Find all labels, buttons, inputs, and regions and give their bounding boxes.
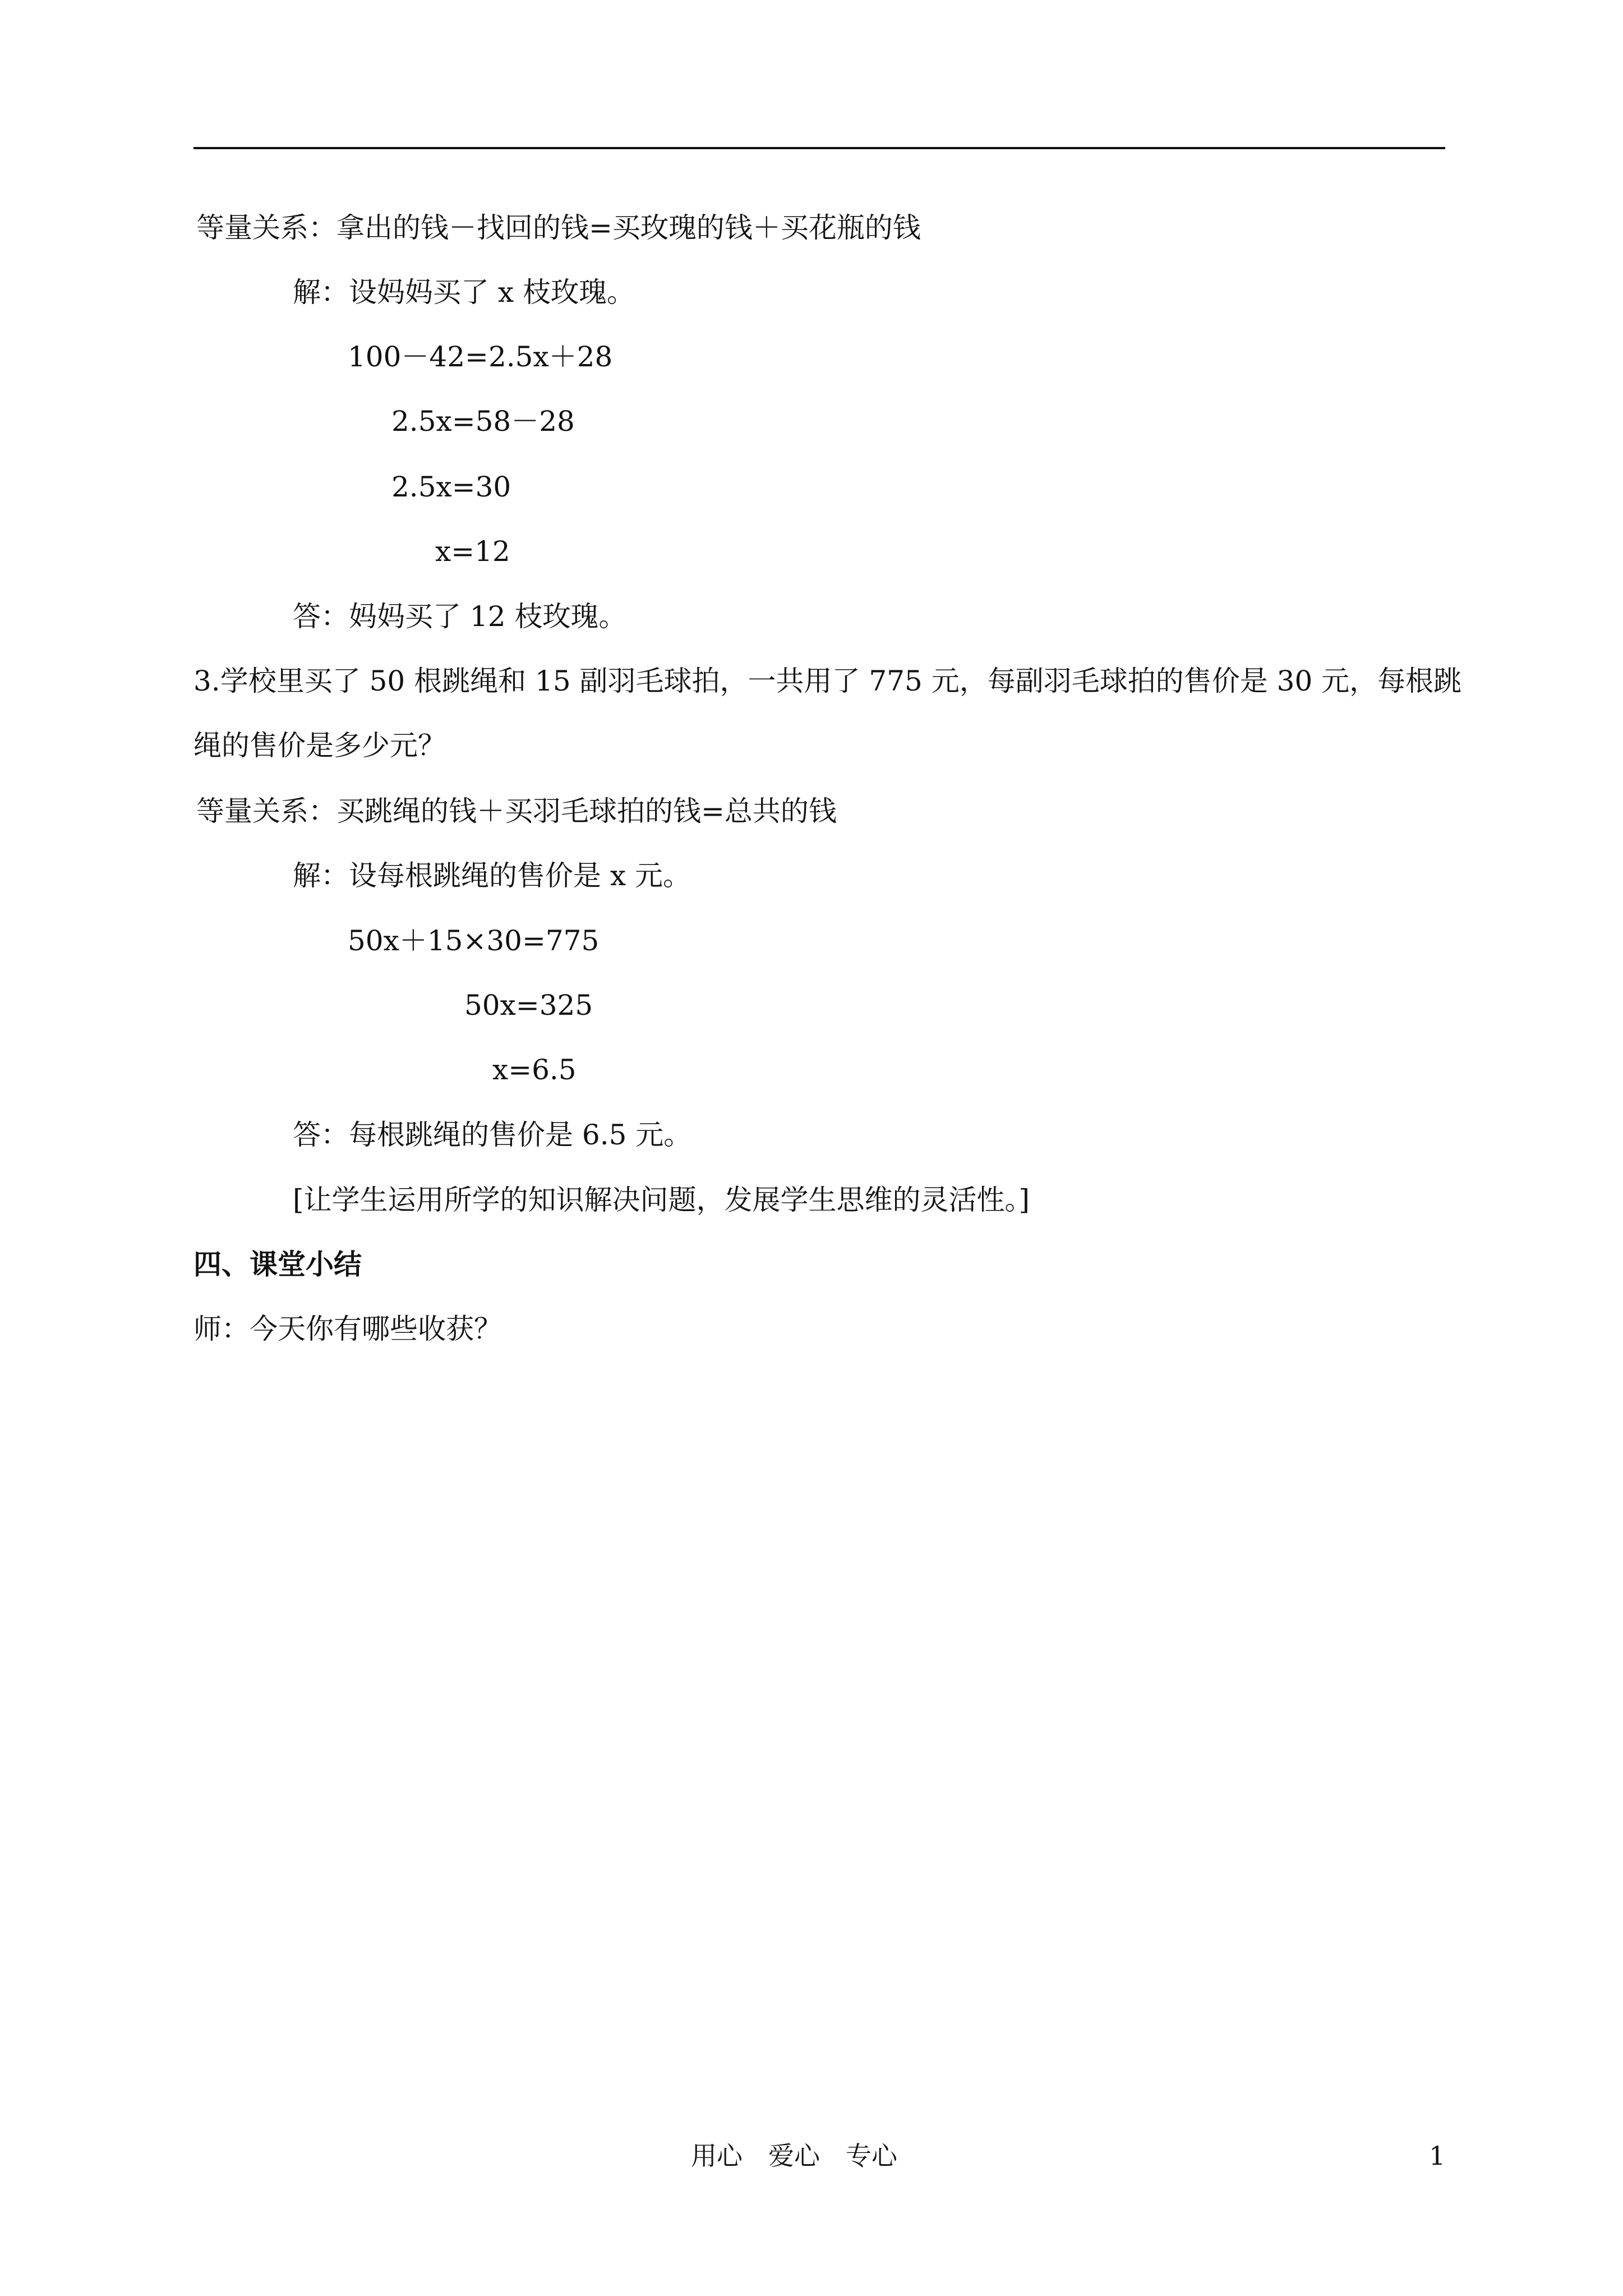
footer-motto: 用心 爱心 专心 — [691, 2141, 897, 2171]
section-heading: 四、课堂小结 — [193, 1248, 362, 1281]
equation-relation-1: 等量关系：拿出的钱－找回的钱=买玫瑰的钱＋买花瓶的钱 — [196, 211, 921, 244]
equation-step: 2.5x=58－28 — [391, 405, 575, 438]
problem-3: 3.学校里买了 50 根跳绳和 15 副羽毛球拍，一共用了 775 元，每副羽毛球拍的售价是 30 元，每根跳 — [193, 665, 1462, 697]
page-number: 1 — [1429, 2141, 1446, 2171]
equation-relation-2: 等量关系：买跳绳的钱＋买羽毛球拍的钱=总共的钱 — [196, 795, 837, 827]
answer-2: 答：每根跳绳的售价是 6.5 元。 — [293, 1119, 692, 1151]
equation-step: 100－42=2.5x＋28 — [348, 341, 613, 373]
solution-setup-1: 解：设妈妈买了 x 枝玫瑰。 — [293, 276, 635, 309]
equation-step: 50x＋15×30=775 — [348, 924, 600, 957]
answer-1: 答：妈妈买了 12 枝玫瑰。 — [293, 600, 627, 633]
equation-step: x=6.5 — [492, 1053, 577, 1086]
equation-step: 2.5x=30 — [391, 471, 511, 503]
equation-step: x=12 — [435, 535, 510, 568]
problem-3-continued: 绳的售价是多少元？ — [193, 729, 446, 762]
header-rule — [193, 147, 1445, 149]
teacher-question: 师：今天你有哪些收获？ — [193, 1313, 502, 1345]
equation-step: 50x=325 — [464, 989, 593, 1022]
teaching-note: [让学生运用所学的知识解决问题，发展学生思维的灵活性。] — [293, 1184, 1030, 1216]
solution-setup-2: 解：设每根跳绳的售价是 x 元。 — [293, 859, 691, 892]
